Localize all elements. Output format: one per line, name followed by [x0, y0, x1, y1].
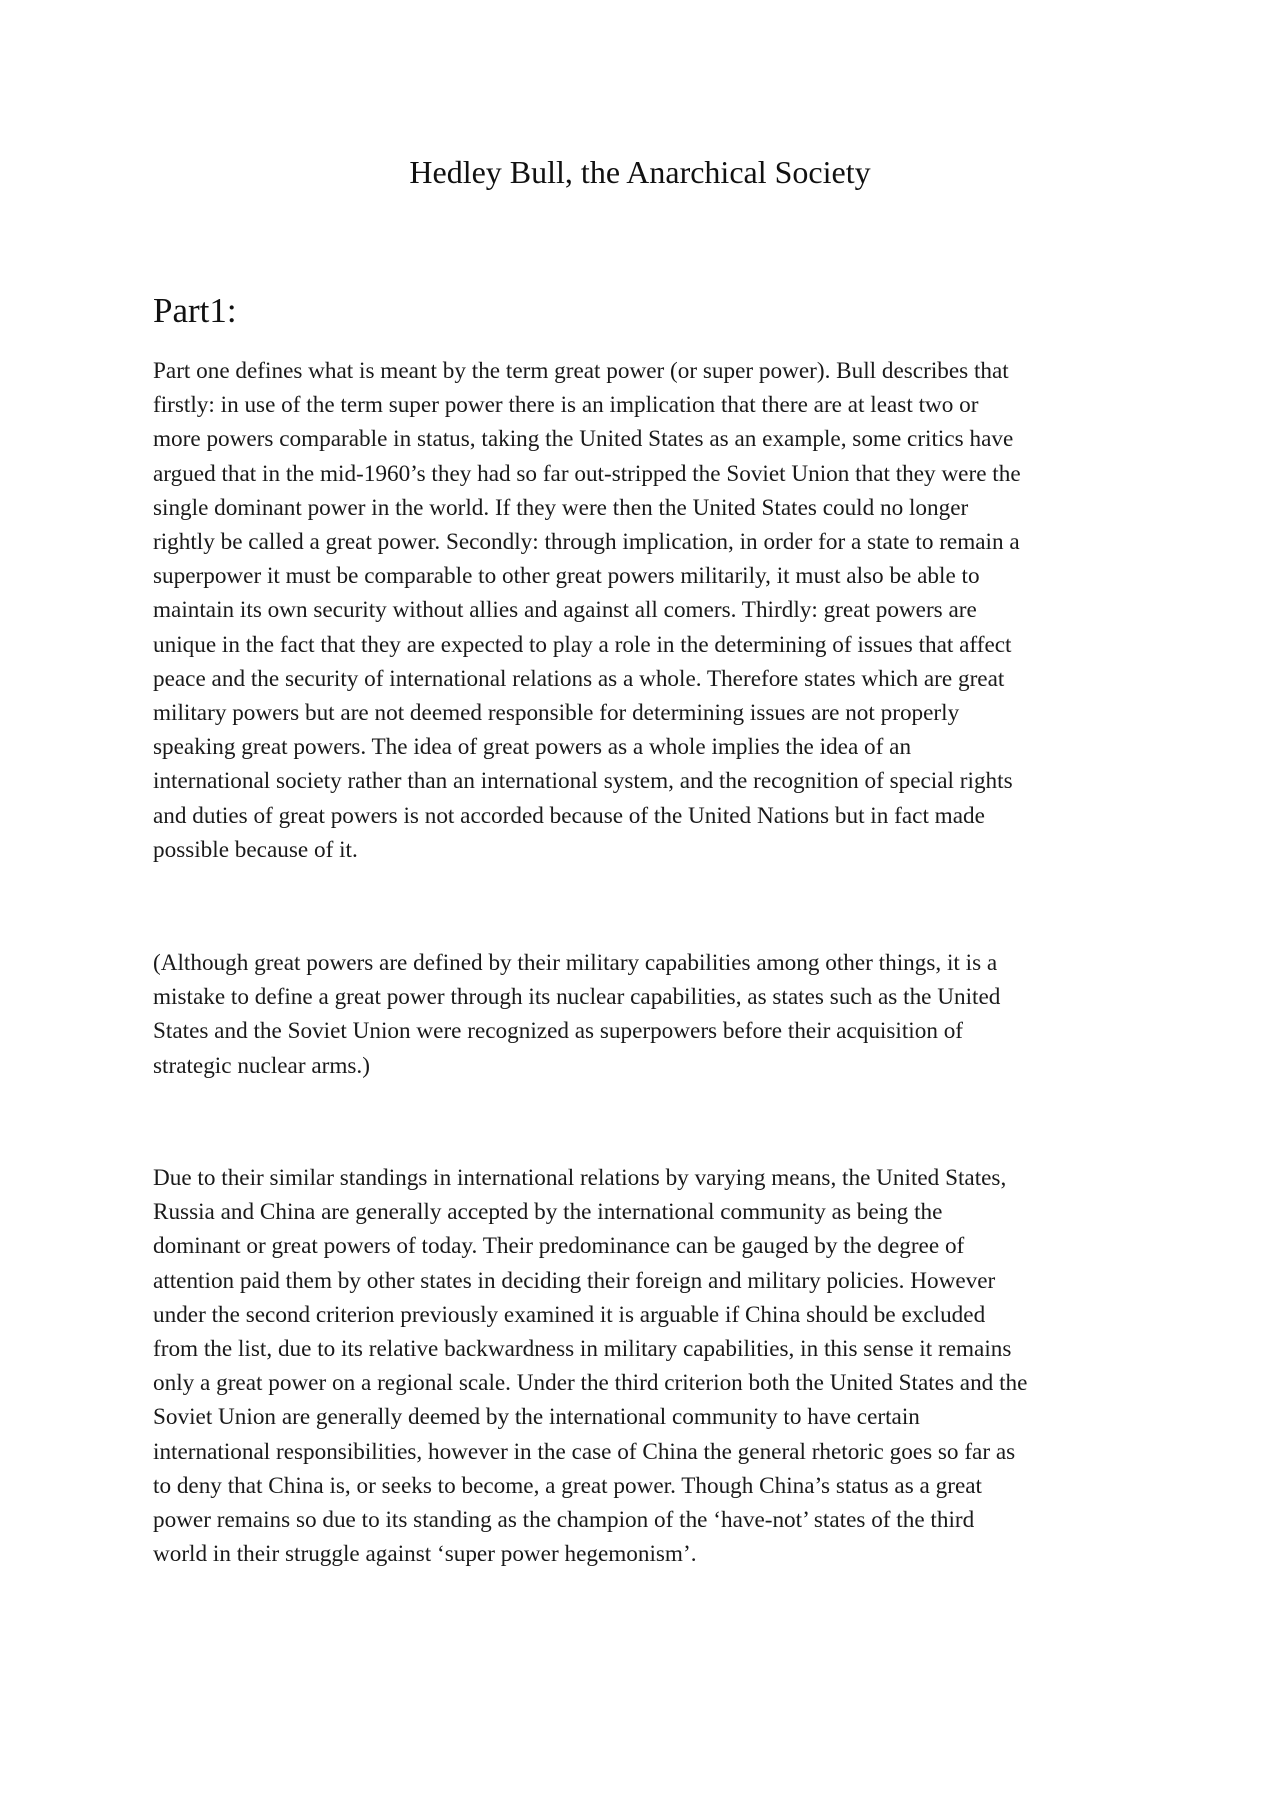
paragraph-line: unique in the fact that they are expected to play a role in the determining of issues that affect: [153, 631, 1012, 658]
paragraph-line: under the second criterion previously examined it is arguable if China should be excluded: [153, 1301, 986, 1328]
paragraph-line: possible because of it.: [153, 836, 358, 863]
section-heading: Part1:: [153, 291, 237, 330]
paragraph-line: rightly be called a great power. Secondly: through implication, in order for a state to remain a: [153, 529, 1020, 556]
paragraph-line: superpower it must be comparable to other great powers militarily, it must also be able to: [153, 563, 980, 590]
paragraph-line: international responsibilities, however in the case of China the general rhetoric goes so far as: [153, 1438, 1016, 1465]
paragraph-line: and duties of great powers is not accorded because of the United Nations but in fact made: [153, 802, 985, 829]
paragraph-line: international society rather than an international system, and the recognition of special rights: [153, 768, 1013, 795]
paragraph-line: maintain its own security without allies and against all comers. Thirdly: great powers are: [153, 597, 977, 624]
paragraph-line: world in their struggle against ‘super power hegemonism’.: [153, 1541, 697, 1568]
paragraph-line: from the list, due to its relative backwardness in military capabilities, in this sense it remains: [153, 1336, 1012, 1363]
paragraph-line: to deny that China is, or seeks to become, a great power. Though China’s status as a great: [153, 1472, 982, 1499]
document-title: Hedley Bull, the Anarchical Society: [409, 154, 871, 190]
paragraph-line: single dominant power in the world. If they were then the United States could no longer: [153, 494, 969, 521]
paragraph-line: Due to their similar standings in international relations by varying means, the United States,: [153, 1165, 1007, 1191]
paragraph-line: more powers comparable in status, taking the United States as an example, some critics have: [153, 426, 1014, 453]
paragraph-line: firstly: in use of the term super power there is an implication that there are at least two or: [153, 392, 979, 419]
paragraph-line: speaking great powers. The idea of great powers as a whole implies the idea of an: [153, 734, 912, 761]
paragraph-line: power remains so due to its standing as the champion of the ‘have-not’ states of the third: [153, 1507, 975, 1534]
paragraph-line: argued that in the mid-1960’s they had so far out-stripped the Soviet Union that they were the: [153, 460, 1021, 487]
paragraph-line: strategic nuclear arms.): [153, 1052, 370, 1079]
paragraph-line: mistake to define a great power through its nuclear capabilities, as states such as the United: [153, 984, 1001, 1011]
paragraph-line: Russia and China are generally accepted by the international community as being the: [153, 1199, 943, 1226]
paragraph-line: peace and the security of international relations as a whole. Therefore states which are great: [153, 665, 1005, 692]
paragraph-line: attention paid them by other states in deciding their foreign and military policies. However: [153, 1267, 996, 1294]
paragraph-1: [153, 354, 1143, 867]
paragraph-2: [153, 946, 1143, 1083]
paragraph-line: dominant or great powers of today. Their predominance can be gauged by the degree of: [153, 1233, 965, 1260]
paragraph-line: military powers but are not deemed responsible for determining issues are not properly: [153, 700, 960, 727]
paragraph-3: [153, 1161, 1143, 1571]
paragraph-line: Part one defines what is meant by the term great power (or super power). Bull describes that: [153, 358, 1009, 384]
paragraph-line: (Although great powers are defined by their military capabilities among other things, it is a: [153, 950, 998, 976]
paragraph-line: States and the Soviet Union were recognized as superpowers before their acquisition of: [153, 1018, 964, 1045]
paragraph-line: only a great power on a regional scale. Under the third criterion both the United States and the: [153, 1370, 1028, 1397]
paragraph-line: Soviet Union are generally deemed by the international community to have certain: [153, 1404, 920, 1431]
